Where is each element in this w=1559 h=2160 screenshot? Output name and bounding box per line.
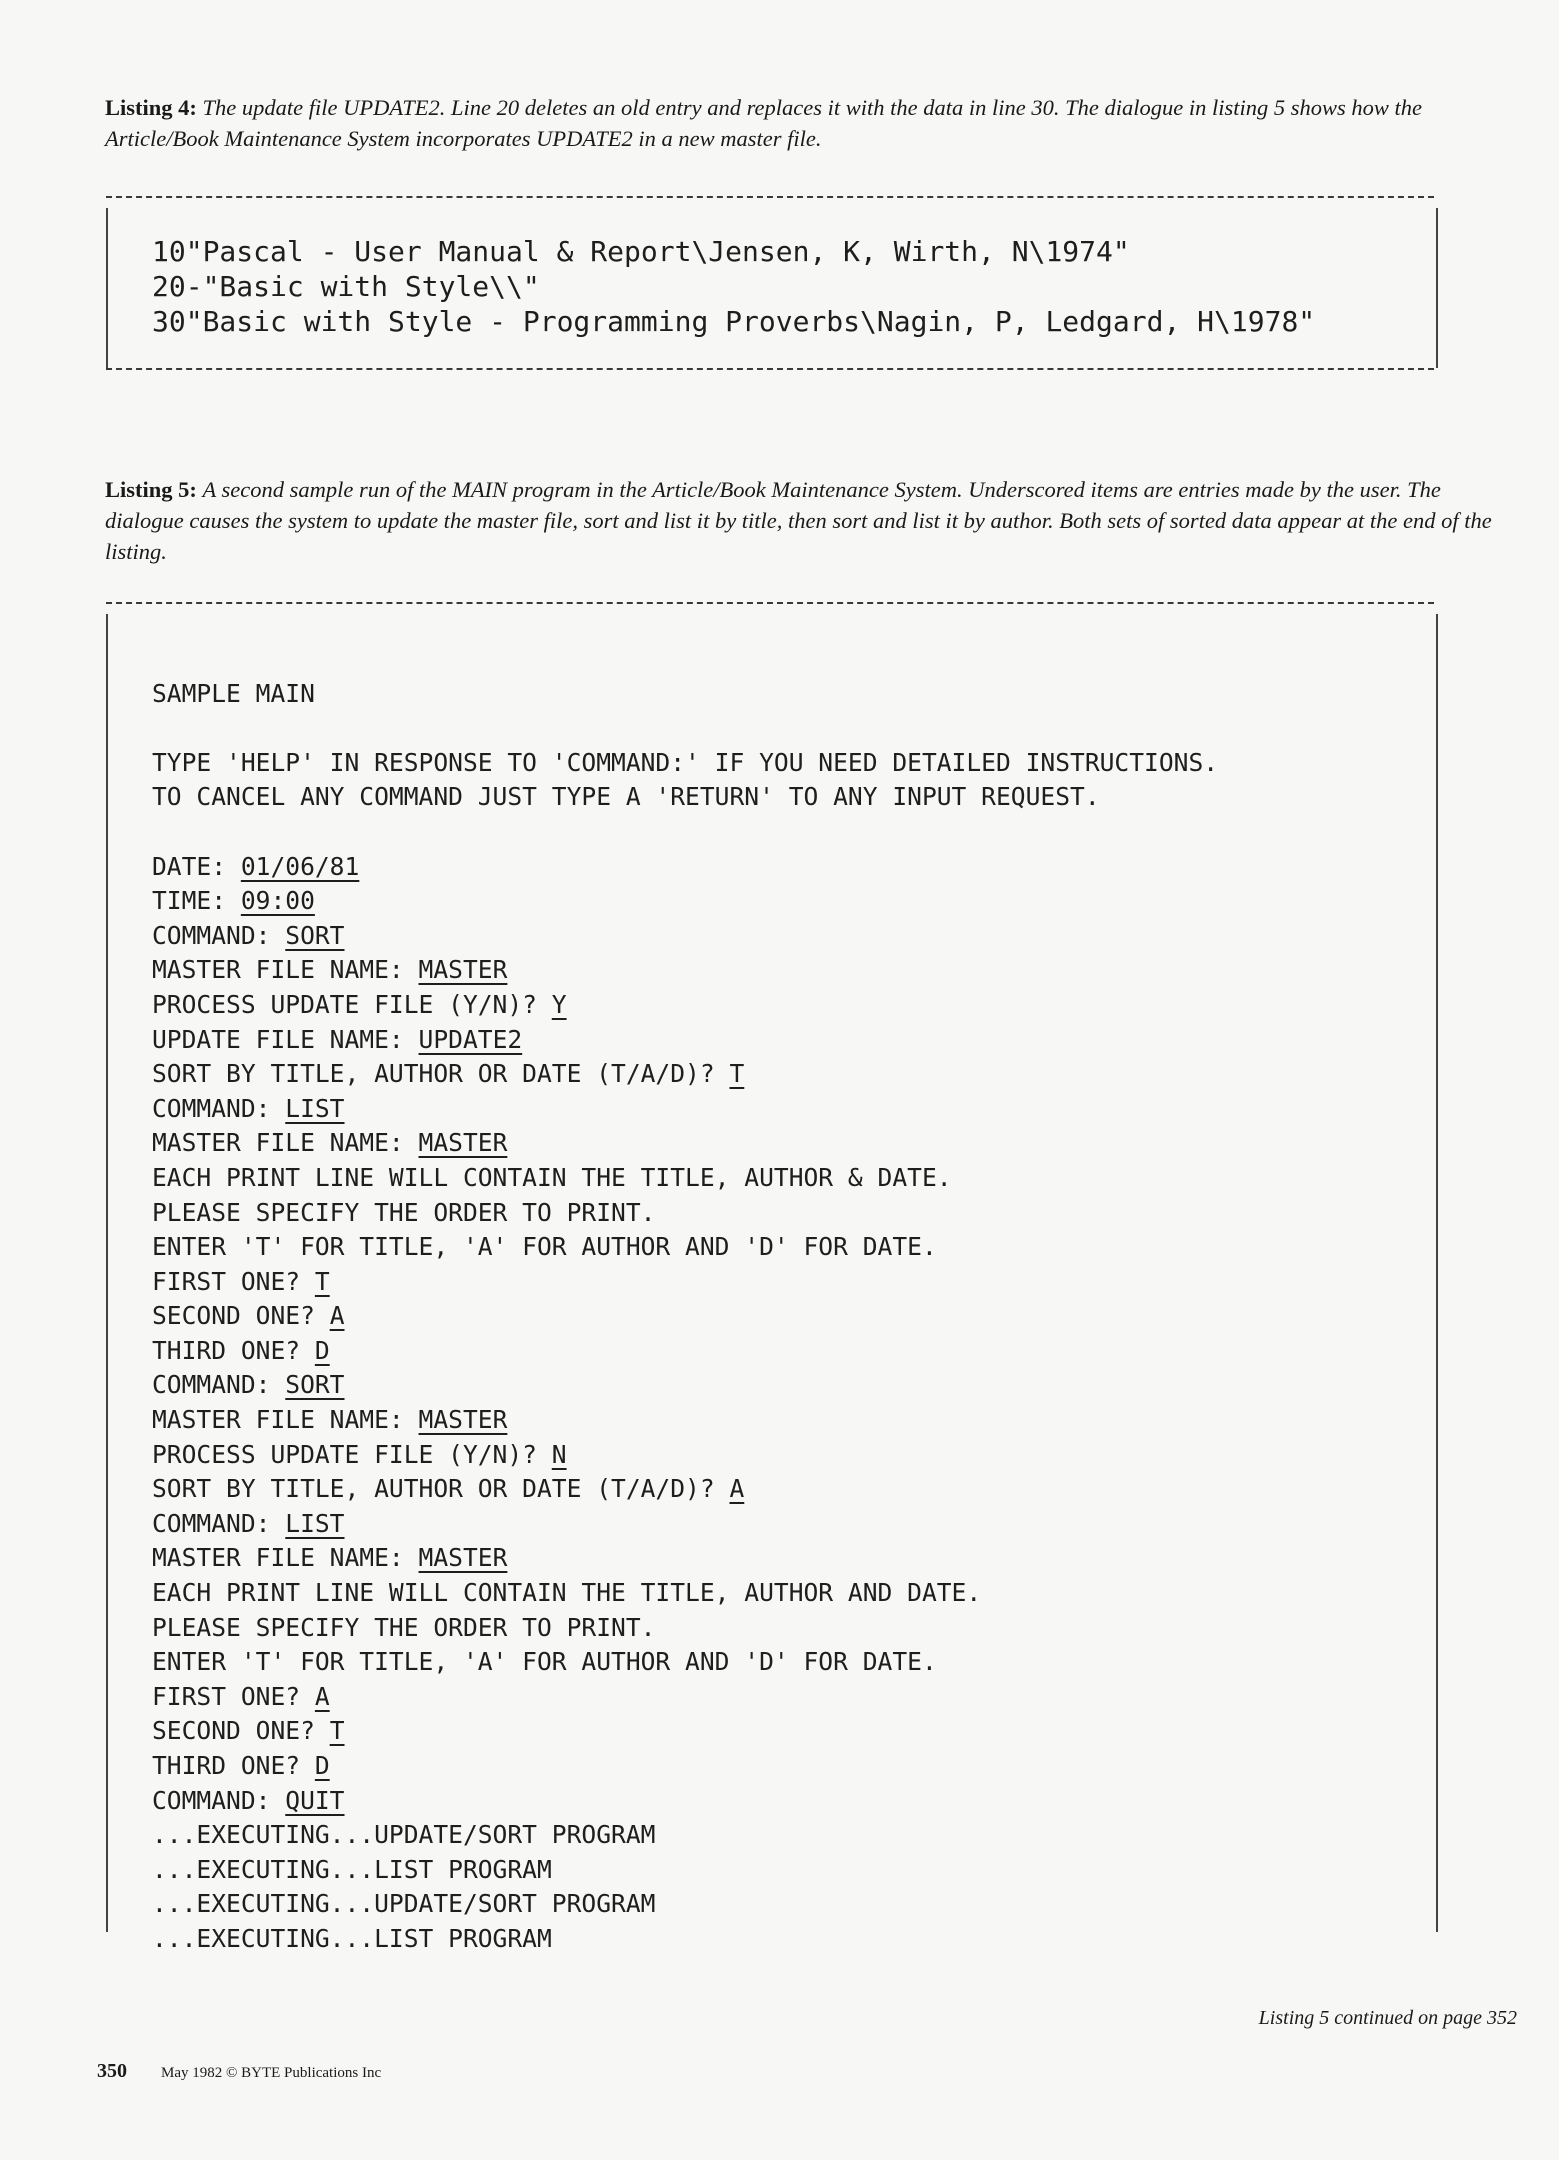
prompt-text: THIRD ONE?	[152, 1751, 315, 1780]
prompt-text: COMMAND:	[152, 1093, 286, 1123]
dialogue-line	[152, 1126, 1414, 1161]
prompt-text: MASTER FILE NAME:	[152, 1128, 419, 1158]
bottom-border	[106, 368, 1434, 370]
dialogue-line	[152, 850, 1414, 885]
listing-4-caption	[105, 92, 1515, 154]
dialogue-line	[152, 1784, 1414, 1819]
dialogue-line	[152, 1368, 1414, 1403]
prompt-text: EACH PRINT LINE WILL CONTAIN THE TITLE, AUTHOR AND DATE.	[152, 1578, 982, 1608]
user-entry: MASTER	[418, 955, 508, 985]
listing-4-label: Listing 4:	[105, 95, 197, 120]
user-entry: LIST	[285, 1508, 345, 1538]
prompt-text: PLEASE SPECIFY THE ORDER TO PRINT.	[152, 1612, 656, 1642]
dialogue-line	[152, 1749, 1414, 1784]
continued-note: Listing 5 continued on page 352	[1258, 2007, 1517, 2029]
user-entry: Y	[551, 989, 567, 1019]
user-entry: QUIT	[285, 1785, 345, 1815]
dialogue-line	[152, 1887, 1414, 1922]
user-entry: 01/06/81	[240, 851, 360, 881]
prompt-text	[152, 713, 167, 742]
user-entry: SORT	[285, 920, 345, 950]
dialogue-line	[152, 1092, 1414, 1127]
user-entry: T	[329, 1716, 345, 1746]
page-number: 350	[97, 2060, 127, 2082]
prompt-text: ...EXECUTING...UPDATE/SORT PROGRAM	[152, 1889, 656, 1919]
prompt-text: ENTER 'T' FOR TITLE, 'A' FOR AUTHOR AND 'D' FOR DATE.	[152, 1647, 937, 1677]
dialogue-line	[152, 1818, 1414, 1853]
dialogue-line	[152, 1507, 1414, 1542]
dialogue-line	[152, 1922, 1414, 1957]
dialogue-line	[152, 642, 1414, 677]
listing-5-box	[106, 602, 1434, 1953]
listing-4-code	[152, 234, 1414, 339]
user-entry: A	[729, 1474, 745, 1504]
prompt-text: SECOND ONE?	[152, 1716, 330, 1746]
code-line: 10"Pascal - User Manual & Report\Jensen, K, Wirth, N\1974"	[152, 235, 1130, 268]
prompt-text: MASTER FILE NAME:	[152, 1543, 419, 1573]
dialogue-line	[152, 1680, 1414, 1715]
prompt-text: COMMAND:	[152, 920, 286, 950]
prompt-text: MASTER FILE NAME:	[152, 955, 419, 985]
user-entry: 09:00	[240, 886, 315, 916]
prompt-text: TIME:	[152, 886, 241, 916]
dialogue-line	[152, 1472, 1414, 1507]
prompt-text: SORT BY TITLE, AUTHOR OR DATE (T/A/D)?	[152, 1059, 730, 1089]
dialogue-line	[152, 815, 1414, 850]
listing-5-caption-text: A second sample run of the MAIN program in the Article/Book Maintenance System. Underscored items are entries made by the user. The dialogue causes the system to update the master file, sort and list it by title, then sort and list it by author. Both sets of sorted data appear at the end of the listing.	[105, 477, 1492, 564]
listing-5-code	[152, 642, 1414, 1957]
dialogue-line	[152, 1853, 1414, 1888]
dialogue-line	[152, 1230, 1414, 1265]
prompt-text: UPDATE FILE NAME:	[152, 1024, 419, 1054]
listing-5-label: Listing 5:	[105, 477, 197, 502]
prompt-text: THIRD ONE?	[152, 1335, 315, 1365]
dialogue-line	[152, 1541, 1414, 1576]
dialogue-line	[152, 1299, 1414, 1334]
user-entry: MASTER	[418, 1405, 508, 1435]
user-entry: T	[729, 1059, 745, 1089]
prompt-text: SECOND ONE?	[152, 1301, 330, 1331]
prompt-text: ...EXECUTING...LIST PROGRAM	[152, 1923, 552, 1953]
dialogue-line	[152, 780, 1414, 815]
user-entry: SORT	[285, 1370, 345, 1400]
listing-4-box	[106, 196, 1434, 370]
prompt-text: COMMAND:	[152, 1785, 286, 1815]
listing-5-caption	[105, 474, 1515, 567]
page-footer	[97, 2060, 381, 2083]
user-entry: D	[314, 1335, 330, 1365]
dialogue-line	[152, 1334, 1414, 1369]
dialogue-line	[152, 1714, 1414, 1749]
user-entry: A	[314, 1681, 330, 1711]
dialogue-line	[152, 919, 1414, 954]
prompt-text: TYPE 'HELP' IN RESPONSE TO 'COMMAND:' IF YOU NEED DETAILED INSTRUCTIONS.	[152, 747, 1219, 777]
dialogue-line	[152, 1196, 1414, 1231]
dialogue-line	[152, 953, 1414, 988]
prompt-text: ...EXECUTING...LIST PROGRAM	[152, 1854, 552, 1884]
user-entry: UPDATE2	[418, 1024, 523, 1054]
user-entry: T	[314, 1266, 330, 1296]
prompt-text: TO CANCEL ANY COMMAND JUST TYPE A 'RETURN' TO ANY INPUT REQUEST.	[152, 782, 1100, 812]
listing-4-caption-text: The update file UPDATE2. Line 20 deletes an old entry and replaces it with the data in line 30. The dialogue in listing 5 shows how the Article/Book Maintenance System incorporates UPDATE2 in a new master file.	[105, 95, 1422, 151]
prompt-text: PROCESS UPDATE FILE (Y/N)?	[152, 1439, 552, 1469]
dialogue-line	[152, 1576, 1414, 1611]
user-entry: MASTER	[418, 1543, 508, 1573]
prompt-text: SORT BY TITLE, AUTHOR OR DATE (T/A/D)?	[152, 1474, 730, 1504]
dialogue-line	[152, 884, 1414, 919]
prompt-text: ...EXECUTING...UPDATE/SORT PROGRAM	[152, 1820, 656, 1850]
code-line: 30"Basic with Style - Programming Proverbs\Nagin, P, Ledgard, H\1978"	[152, 305, 1316, 338]
prompt-text: FIRST ONE?	[152, 1681, 315, 1711]
right-border	[1436, 614, 1438, 1932]
right-border	[1436, 208, 1438, 368]
dialogue-line	[152, 1403, 1414, 1438]
prompt-text: MASTER FILE NAME:	[152, 1405, 419, 1435]
prompt-text: COMMAND:	[152, 1370, 286, 1400]
prompt-text	[152, 817, 167, 846]
prompt-text: COMMAND:	[152, 1508, 286, 1538]
prompt-text: DATE:	[152, 851, 241, 881]
dialogue-line	[152, 1057, 1414, 1092]
user-entry: MASTER	[418, 1128, 508, 1158]
user-entry: N	[551, 1439, 567, 1469]
dialogue-line	[152, 1611, 1414, 1646]
prompt-text: PLEASE SPECIFY THE ORDER TO PRINT.	[152, 1197, 656, 1227]
prompt-text: EACH PRINT LINE WILL CONTAIN THE TITLE, AUTHOR & DATE.	[152, 1162, 952, 1192]
prompt-text: SAMPLE MAIN	[152, 678, 315, 708]
dialogue-line	[152, 1438, 1414, 1473]
publication-line: May 1982 © BYTE Publications Inc	[161, 2065, 382, 2081]
user-entry: A	[329, 1301, 345, 1331]
prompt-text: ENTER 'T' FOR TITLE, 'A' FOR AUTHOR AND 'D' FOR DATE.	[152, 1232, 937, 1262]
dialogue-line	[152, 1265, 1414, 1300]
dialogue-line	[152, 988, 1414, 1023]
user-entry: LIST	[285, 1093, 345, 1123]
dialogue-line	[152, 1645, 1414, 1680]
dialogue-line	[152, 1023, 1414, 1058]
dialogue-line	[152, 711, 1414, 746]
left-border	[106, 614, 108, 1932]
prompt-text: PROCESS UPDATE FILE (Y/N)?	[152, 989, 552, 1019]
user-entry: D	[314, 1751, 330, 1780]
code-line: 20-"Basic with Style\\"	[152, 270, 540, 303]
left-border	[106, 208, 108, 368]
prompt-text	[152, 644, 167, 673]
prompt-text: FIRST ONE?	[152, 1266, 315, 1296]
dialogue-line	[152, 1161, 1414, 1196]
dialogue-line	[152, 677, 1414, 712]
dialogue-line	[152, 746, 1414, 781]
